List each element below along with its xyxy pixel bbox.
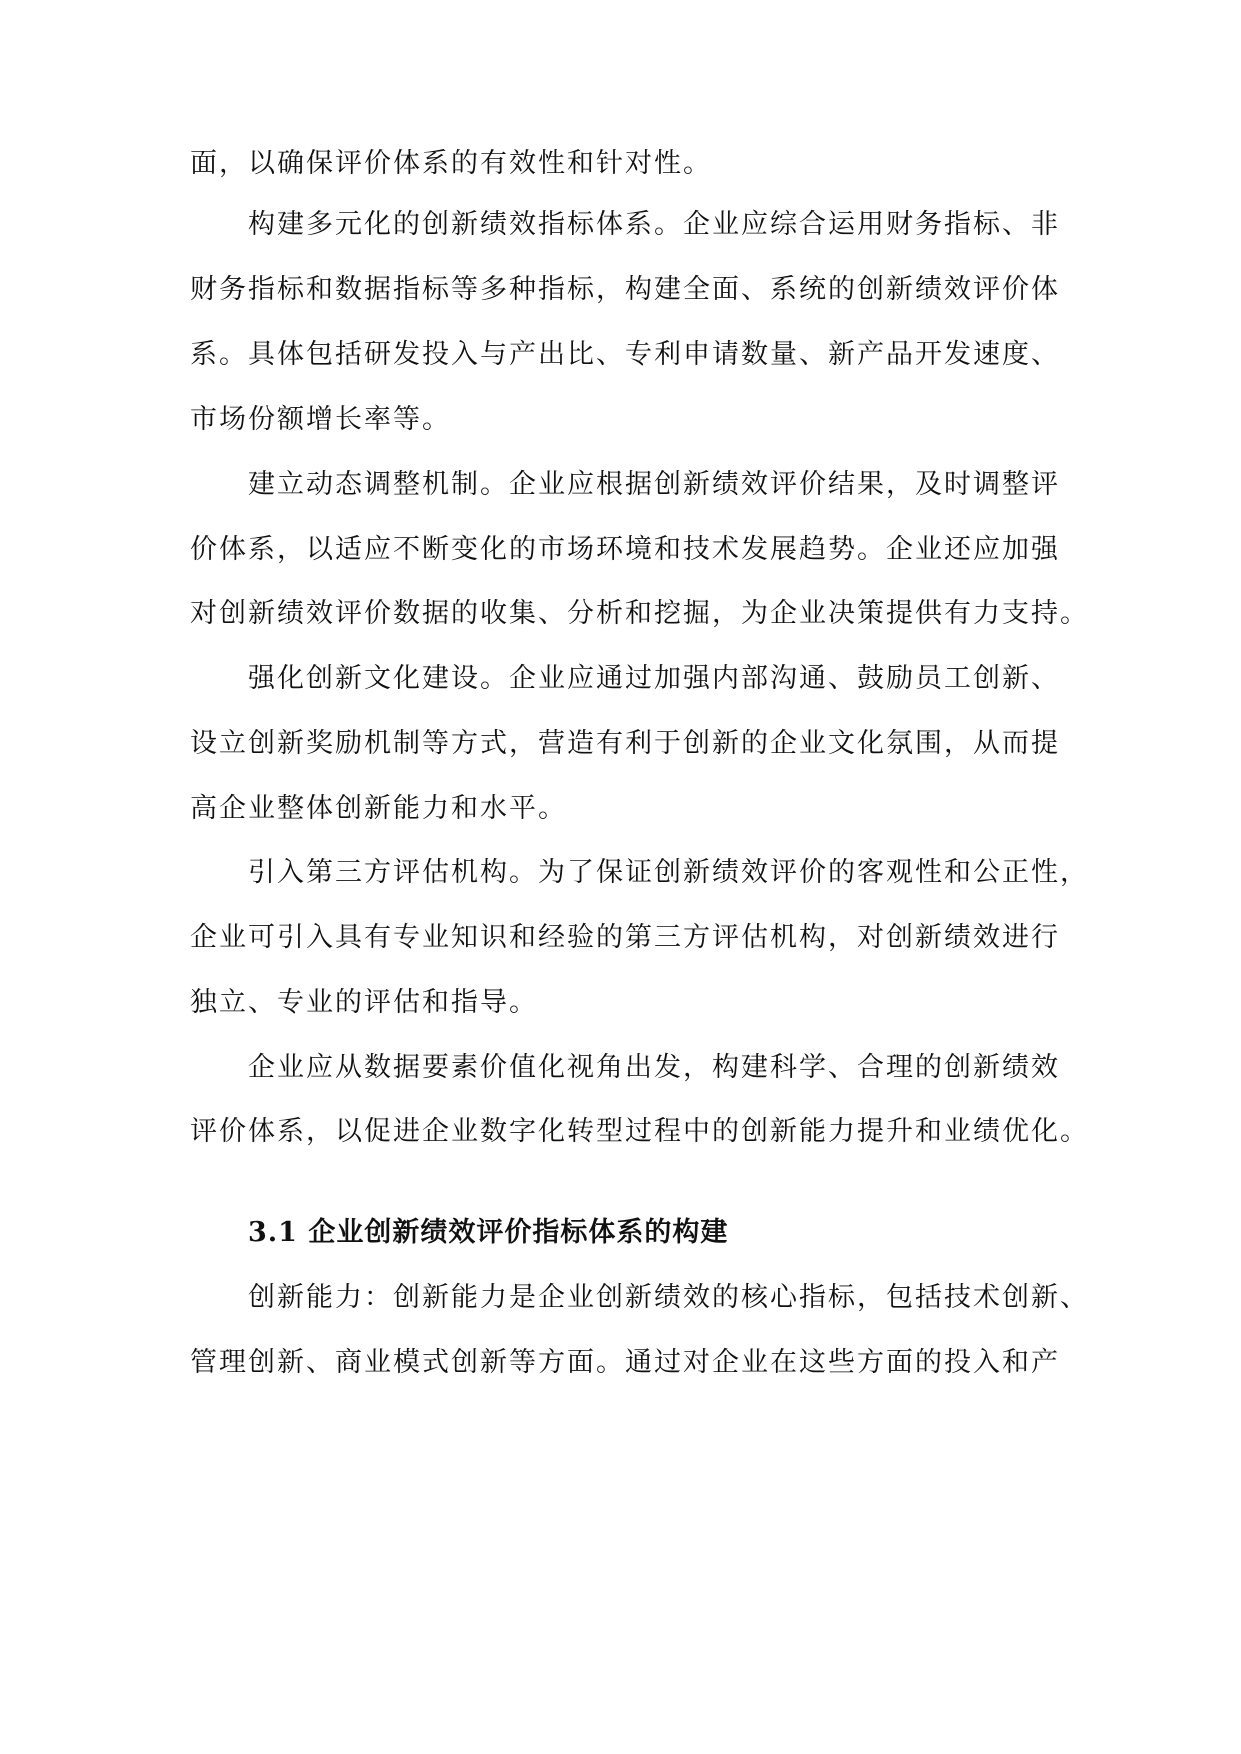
paragraph-line: 企业可引入具有专业知识和经验的第三方评估机构，对创新绩效进行: [190, 922, 1060, 953]
paragraph-line: 建立动态调整机制。企业应根据创新绩效评价结果，及时调整评: [248, 469, 1060, 500]
paragraph-line: 财务指标和数据指标等多种指标，构建全面、系统的创新绩效评价体: [190, 274, 1060, 305]
paragraph-line: 企业应从数据要素价值化视角出发，构建科学、合理的创新绩效: [248, 1052, 1060, 1083]
paragraph-line: 评价体系，以促进企业数字化转型过程中的创新能力提升和业绩优化。: [190, 1116, 1089, 1147]
paragraph-line: 强化创新文化建设。企业应通过加强内部沟通、鼓励员工创新、: [248, 663, 1060, 694]
paragraph-line: 面，以确保评价体系的有效性和针对性。: [190, 148, 712, 179]
paragraph-line: 高企业整体创新能力和水平。: [190, 793, 567, 824]
paragraph-line: 管理创新、商业模式创新等方面。通过对企业在这些方面的投入和产: [190, 1347, 1060, 1378]
paragraph-line: 创新能力：创新能力是企业创新绩效的核心指标，包括技术创新、: [248, 1282, 1089, 1313]
paragraph-line: 市场份额增长率等。: [190, 404, 451, 435]
section-heading: 3.1 企业创新绩效评价指标体系的构建: [248, 1217, 729, 1248]
paragraph-line: 设立创新奖励机制等方式，营造有利于创新的企业文化氛围，从而提: [190, 728, 1060, 759]
paragraph-line: 构建多元化的创新绩效指标体系。企业应综合运用财务指标、非: [248, 209, 1060, 240]
paragraph-line: 独立、专业的评估和指导。: [190, 987, 538, 1018]
paragraph-line: 引入第三方评估机构。为了保证创新绩效评价的客观性和公正性，: [248, 857, 1089, 888]
paragraph-line: 价体系，以适应不断变化的市场环境和技术发展趋势。企业还应加强: [190, 534, 1060, 565]
paragraph-line: 对创新绩效评价数据的收集、分析和挖掘，为企业决策提供有力支持。: [190, 598, 1089, 629]
paragraph-line: 系。具体包括研发投入与产出比、专利申请数量、新产品开发速度、: [190, 339, 1060, 370]
